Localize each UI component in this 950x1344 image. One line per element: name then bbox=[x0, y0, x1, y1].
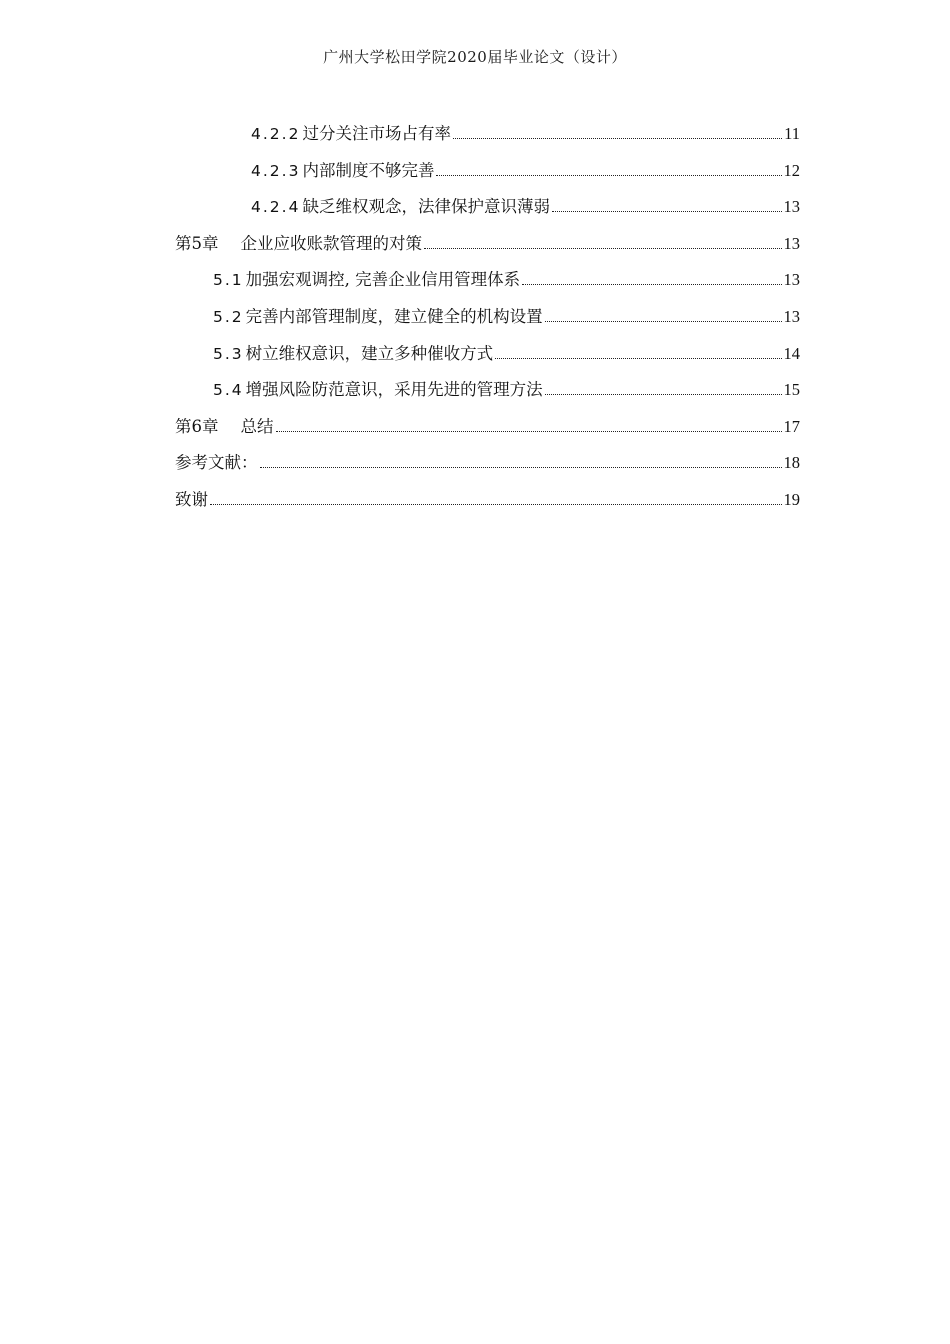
toc-entry-title: 企业应收账款管理的对策 bbox=[240, 233, 422, 253]
toc-entry-references[interactable] bbox=[175, 449, 800, 486]
page-header: 广州大学松田学院2020届毕业论文（设计） bbox=[323, 48, 627, 66]
toc-entry-number: 5.2 bbox=[213, 307, 244, 326]
toc-entry-page: 19 bbox=[783, 489, 800, 509]
toc-dot-leader bbox=[260, 466, 782, 468]
toc-entry-page: 13 bbox=[783, 306, 800, 326]
toc-dot-leader bbox=[424, 247, 782, 249]
toc-entry-page: 11 bbox=[784, 124, 800, 143]
toc-entry-title: 总结 bbox=[240, 416, 274, 436]
toc-entry-title: 缺乏维权观念，法律保护意识薄弱 bbox=[302, 197, 550, 217]
toc-entry-page: 15 bbox=[783, 380, 800, 400]
table-of-contents bbox=[175, 120, 800, 523]
toc-entry-title: 增强风险防范意识，采用先进的管理方法 bbox=[245, 380, 543, 400]
toc-entry-5-4[interactable] bbox=[175, 376, 800, 413]
toc-dot-leader bbox=[552, 210, 782, 212]
toc-dot-leader bbox=[545, 393, 782, 395]
toc-entry-4-2-2[interactable] bbox=[175, 120, 800, 157]
toc-entry-number: 4.2.4 bbox=[251, 198, 301, 217]
toc-entry-title: 加强宏观调控, 完善企业信用管理体系 bbox=[245, 270, 521, 290]
toc-entry-number: 5.3 bbox=[213, 344, 244, 363]
toc-dot-leader bbox=[276, 430, 782, 432]
toc-entry-number: 4.2.3 bbox=[251, 161, 301, 180]
toc-entry-number: 4.2.2 bbox=[251, 125, 301, 143]
toc-entry-page: 13 bbox=[783, 270, 800, 290]
toc-entry-page: 13 bbox=[783, 233, 800, 253]
toc-entry-title: 树立维权意识，建立多种催收方式 bbox=[245, 343, 494, 363]
toc-entry-page: 12 bbox=[783, 160, 800, 180]
toc-entry-title: 过分关注市场占有率 bbox=[302, 124, 451, 143]
toc-entry-acknowledgements[interactable] bbox=[175, 486, 800, 523]
toc-entry-chapter-6[interactable] bbox=[175, 413, 800, 450]
toc-entry-5-3[interactable] bbox=[175, 340, 800, 377]
toc-entry-page: 17 bbox=[783, 416, 800, 436]
toc-entry-4-2-3[interactable] bbox=[175, 157, 800, 194]
toc-dot-leader bbox=[545, 320, 782, 322]
toc-entry-number: 5.4 bbox=[213, 381, 244, 400]
toc-entry-title: 内部制度不够完善 bbox=[302, 160, 435, 180]
toc-entry-5-1[interactable] bbox=[175, 266, 800, 303]
toc-entry-number: 第5章 bbox=[175, 233, 219, 253]
toc-entry-title: 致谢 bbox=[175, 489, 208, 509]
toc-entry-4-2-4[interactable] bbox=[175, 193, 800, 230]
toc-entry-page: 14 bbox=[783, 343, 800, 363]
toc-dot-leader bbox=[522, 283, 781, 285]
toc-entry-page: 18 bbox=[783, 453, 800, 473]
toc-entry-5-2[interactable] bbox=[175, 303, 800, 340]
toc-entry-title: 完善内部管理制度，建立健全的机构设置 bbox=[245, 306, 543, 326]
toc-dot-leader bbox=[453, 137, 782, 139]
toc-dot-leader bbox=[495, 357, 781, 359]
toc-entry-title: 参考文献： bbox=[175, 453, 258, 473]
toc-entry-number: 5.1 bbox=[213, 271, 244, 290]
toc-entry-chapter-5[interactable] bbox=[175, 230, 800, 267]
toc-entry-number: 第6章 bbox=[175, 416, 219, 436]
toc-dot-leader bbox=[436, 174, 781, 176]
toc-entry-page: 13 bbox=[783, 197, 800, 217]
toc-dot-leader bbox=[210, 503, 782, 505]
